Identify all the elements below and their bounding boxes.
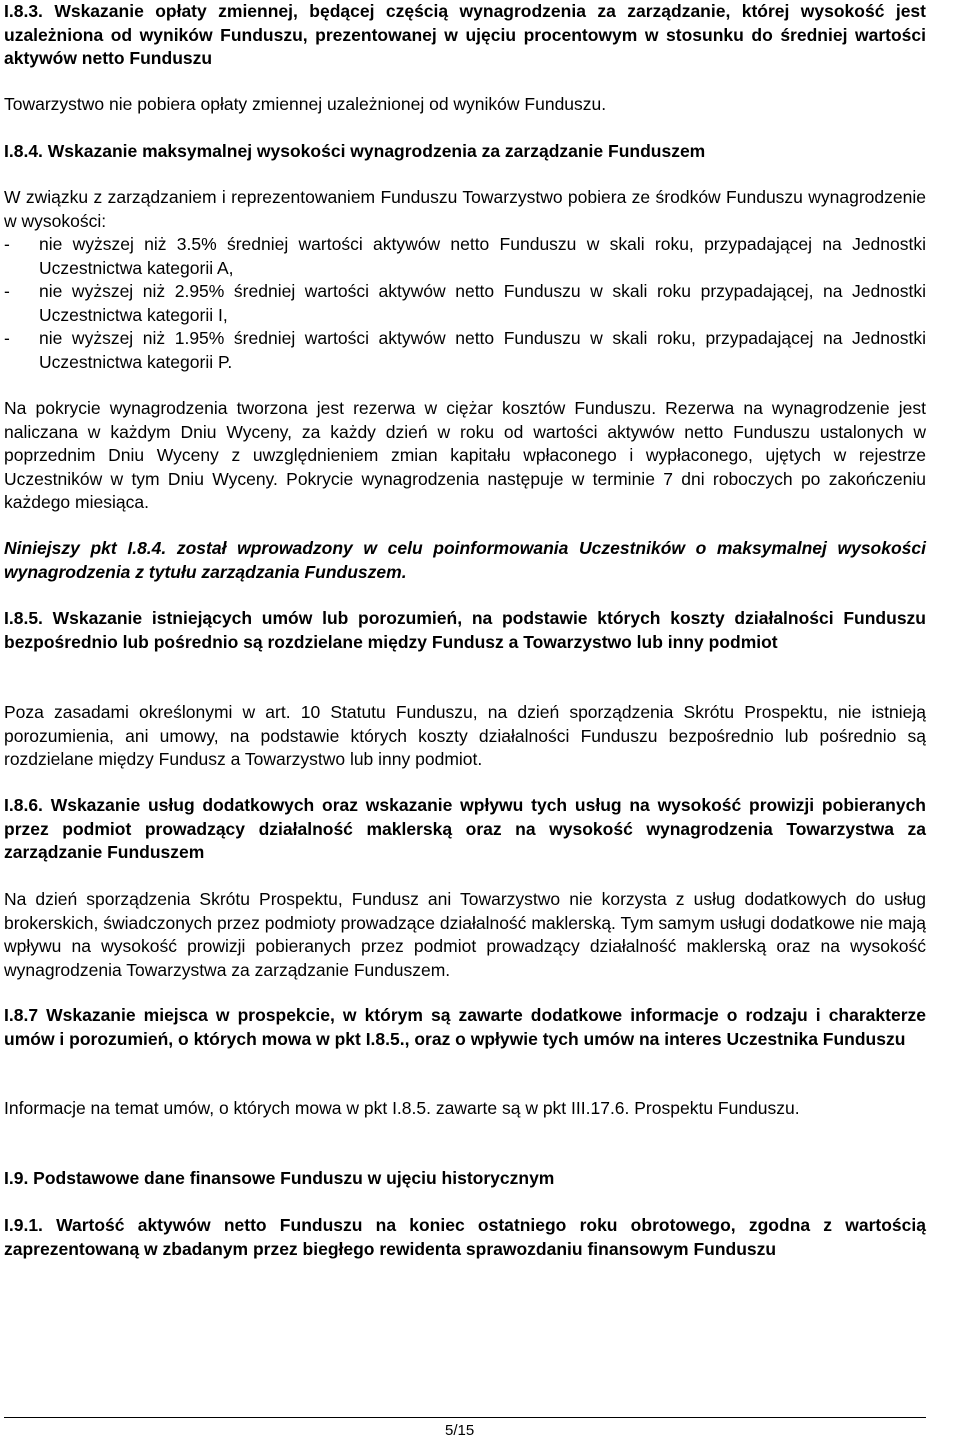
list-item-text: nie wyższej niż 1.95% średniej wartości aktywów netto Funduszu w skali roku, przypadającej na Jednostki Uczestnictwa kategorii P.	[39, 328, 926, 372]
section-heading-i-9-1: I.9.1. Wartość aktywów netto Funduszu na koniec ostatniego roku obrotowego, zgodna z wartością zaprezentowaną w zbadanym przez biegłego rewidenta sprawozdaniu finansowym Funduszu	[4, 1215, 926, 1259]
section-heading-i-8-6: I.8.6. Wskazanie usług dodatkowych oraz wskazanie wpływu tych usług na wysokość prowizji pobieranych przez podmiot prowadzący działalność maklerską oraz na wysokość wynagrodzenia Towarzystwa za zarządzanie Funduszem	[4, 795, 926, 862]
list-dash: -	[4, 281, 10, 301]
section-body-i-8-7: Informacje na temat umów, o których mowa w pkt I.8.5. zawarte są w pkt III.17.6. Prospektu Funduszu.	[4, 1098, 800, 1118]
section-paragraph-i-8-4: Na pokrycie wynagrodzenia tworzona jest rezerwa w ciężar kosztów Funduszu. Rezerwa na wynagrodzenie jest naliczana w każdym Dniu Wyceny, za każdy dzień w roku od wartości aktywów netto Funduszu ustalonych w poprzednim Dniu Wyceny z uwzględnieniem zmian kapitału wpłaconego i wypłaconego, ujętych w rejestrze Uczestników w tym Dniu Wyceny. Pokrycie wynagrodzenia następuje w terminie 7 dni roboczych po zakończeniu każdego miesiąca.	[4, 398, 926, 512]
section-heading-i-8-4: I.8.4. Wskazanie maksymalnej wysokości wynagrodzenia za zarządzanie Funduszem	[4, 141, 706, 161]
fee-list	[4, 233, 926, 374]
section-body-i-8-3: Towarzystwo nie pobiera opłaty zmiennej uzależnionej od wyników Funduszu.	[4, 94, 607, 114]
section-intro-i-8-4: W związku z zarządzaniem i reprezentowaniem Funduszu Towarzystwo pobiera ze środków Funduszu wynagrodzenie w wysokości:	[4, 187, 926, 231]
section-body-i-8-5: Poza zasadami określonymi w art. 10 Statutu Funduszu, na dzień sporządzenia Skrótu Prospektu, nie istnieją porozumienia, ani umowy, na podstawie których koszty działalności Funduszu bezpośrednio lub pośrednio są rozdzielane między Fundusz a Towarzystwo lub inny podmiot.	[4, 702, 926, 769]
list-item	[4, 327, 926, 374]
section-heading-i-8-5: I.8.5. Wskazanie istniejących umów lub porozumień, na podstawie których koszty działalności Funduszu bezpośrednio lub pośrednio są rozdzielane między Fundusz a Towarzystwo lub inny podmiot	[4, 608, 926, 652]
section-heading-i-9: I.9. Podstawowe dane finansowe Funduszu w ujęciu historycznym	[4, 1168, 555, 1188]
section-heading-i-8-3: I.8.3. Wskazanie opłaty zmiennej, będącej częścią wynagrodzenia za zarządzanie, której wysokość jest uzależniona od wyników Funduszu, prezentowanej w ujęciu procentowym w stosunku do średniej wartości aktywów netto Funduszu	[4, 1, 926, 68]
list-dash: -	[4, 328, 10, 348]
list-dash: -	[4, 234, 10, 254]
section-body-i-8-6: Na dzień sporządzenia Skrótu Prospektu, Fundusz ani Towarzystwo nie korzysta z usług dodatkowych do usług brokerskich, świadczonych przez podmioty prowadzące działalność maklerską. Tym samym usługi dodatkowe nie mają wpływu na wysokość prowizji pobieranych przez podmiot prowadzący działalność maklerską oraz na wysokość wynagrodzenia Towarzystwa za zarządzanie Funduszem.	[4, 889, 926, 980]
section-heading-i-8-7: I.8.7 Wskazanie miejsca w prospekcie, w którym są zawarte dodatkowe informacje o rodzaju i charakterze umów i porozumień, o których mowa w pkt I.8.5., oraz o wpływie tych umów na interes Uczestnika Funduszu	[4, 1005, 926, 1049]
footer-rule	[4, 1417, 926, 1418]
list-item-text: nie wyższej niż 3.5% średniej wartości aktywów netto Funduszu w skali roku, przypadającej na Jednostki Uczestnictwa kategorii A,	[39, 234, 926, 278]
list-item	[4, 280, 926, 327]
section-note-i-8-4: Niniejszy pkt I.8.4. został wprowadzony w celu poinformowania Uczestników o maksymalnej wysokości wynagrodzenia z tytułu zarządzania Funduszem.	[4, 538, 926, 582]
list-item	[4, 233, 926, 280]
list-item-text: nie wyższej niż 2.95% średniej wartości aktywów netto Funduszu w skali roku przypadającej, na Jednostki Uczestnictwa kategorii I,	[39, 281, 926, 325]
page-number: 5/15	[445, 1422, 475, 1439]
